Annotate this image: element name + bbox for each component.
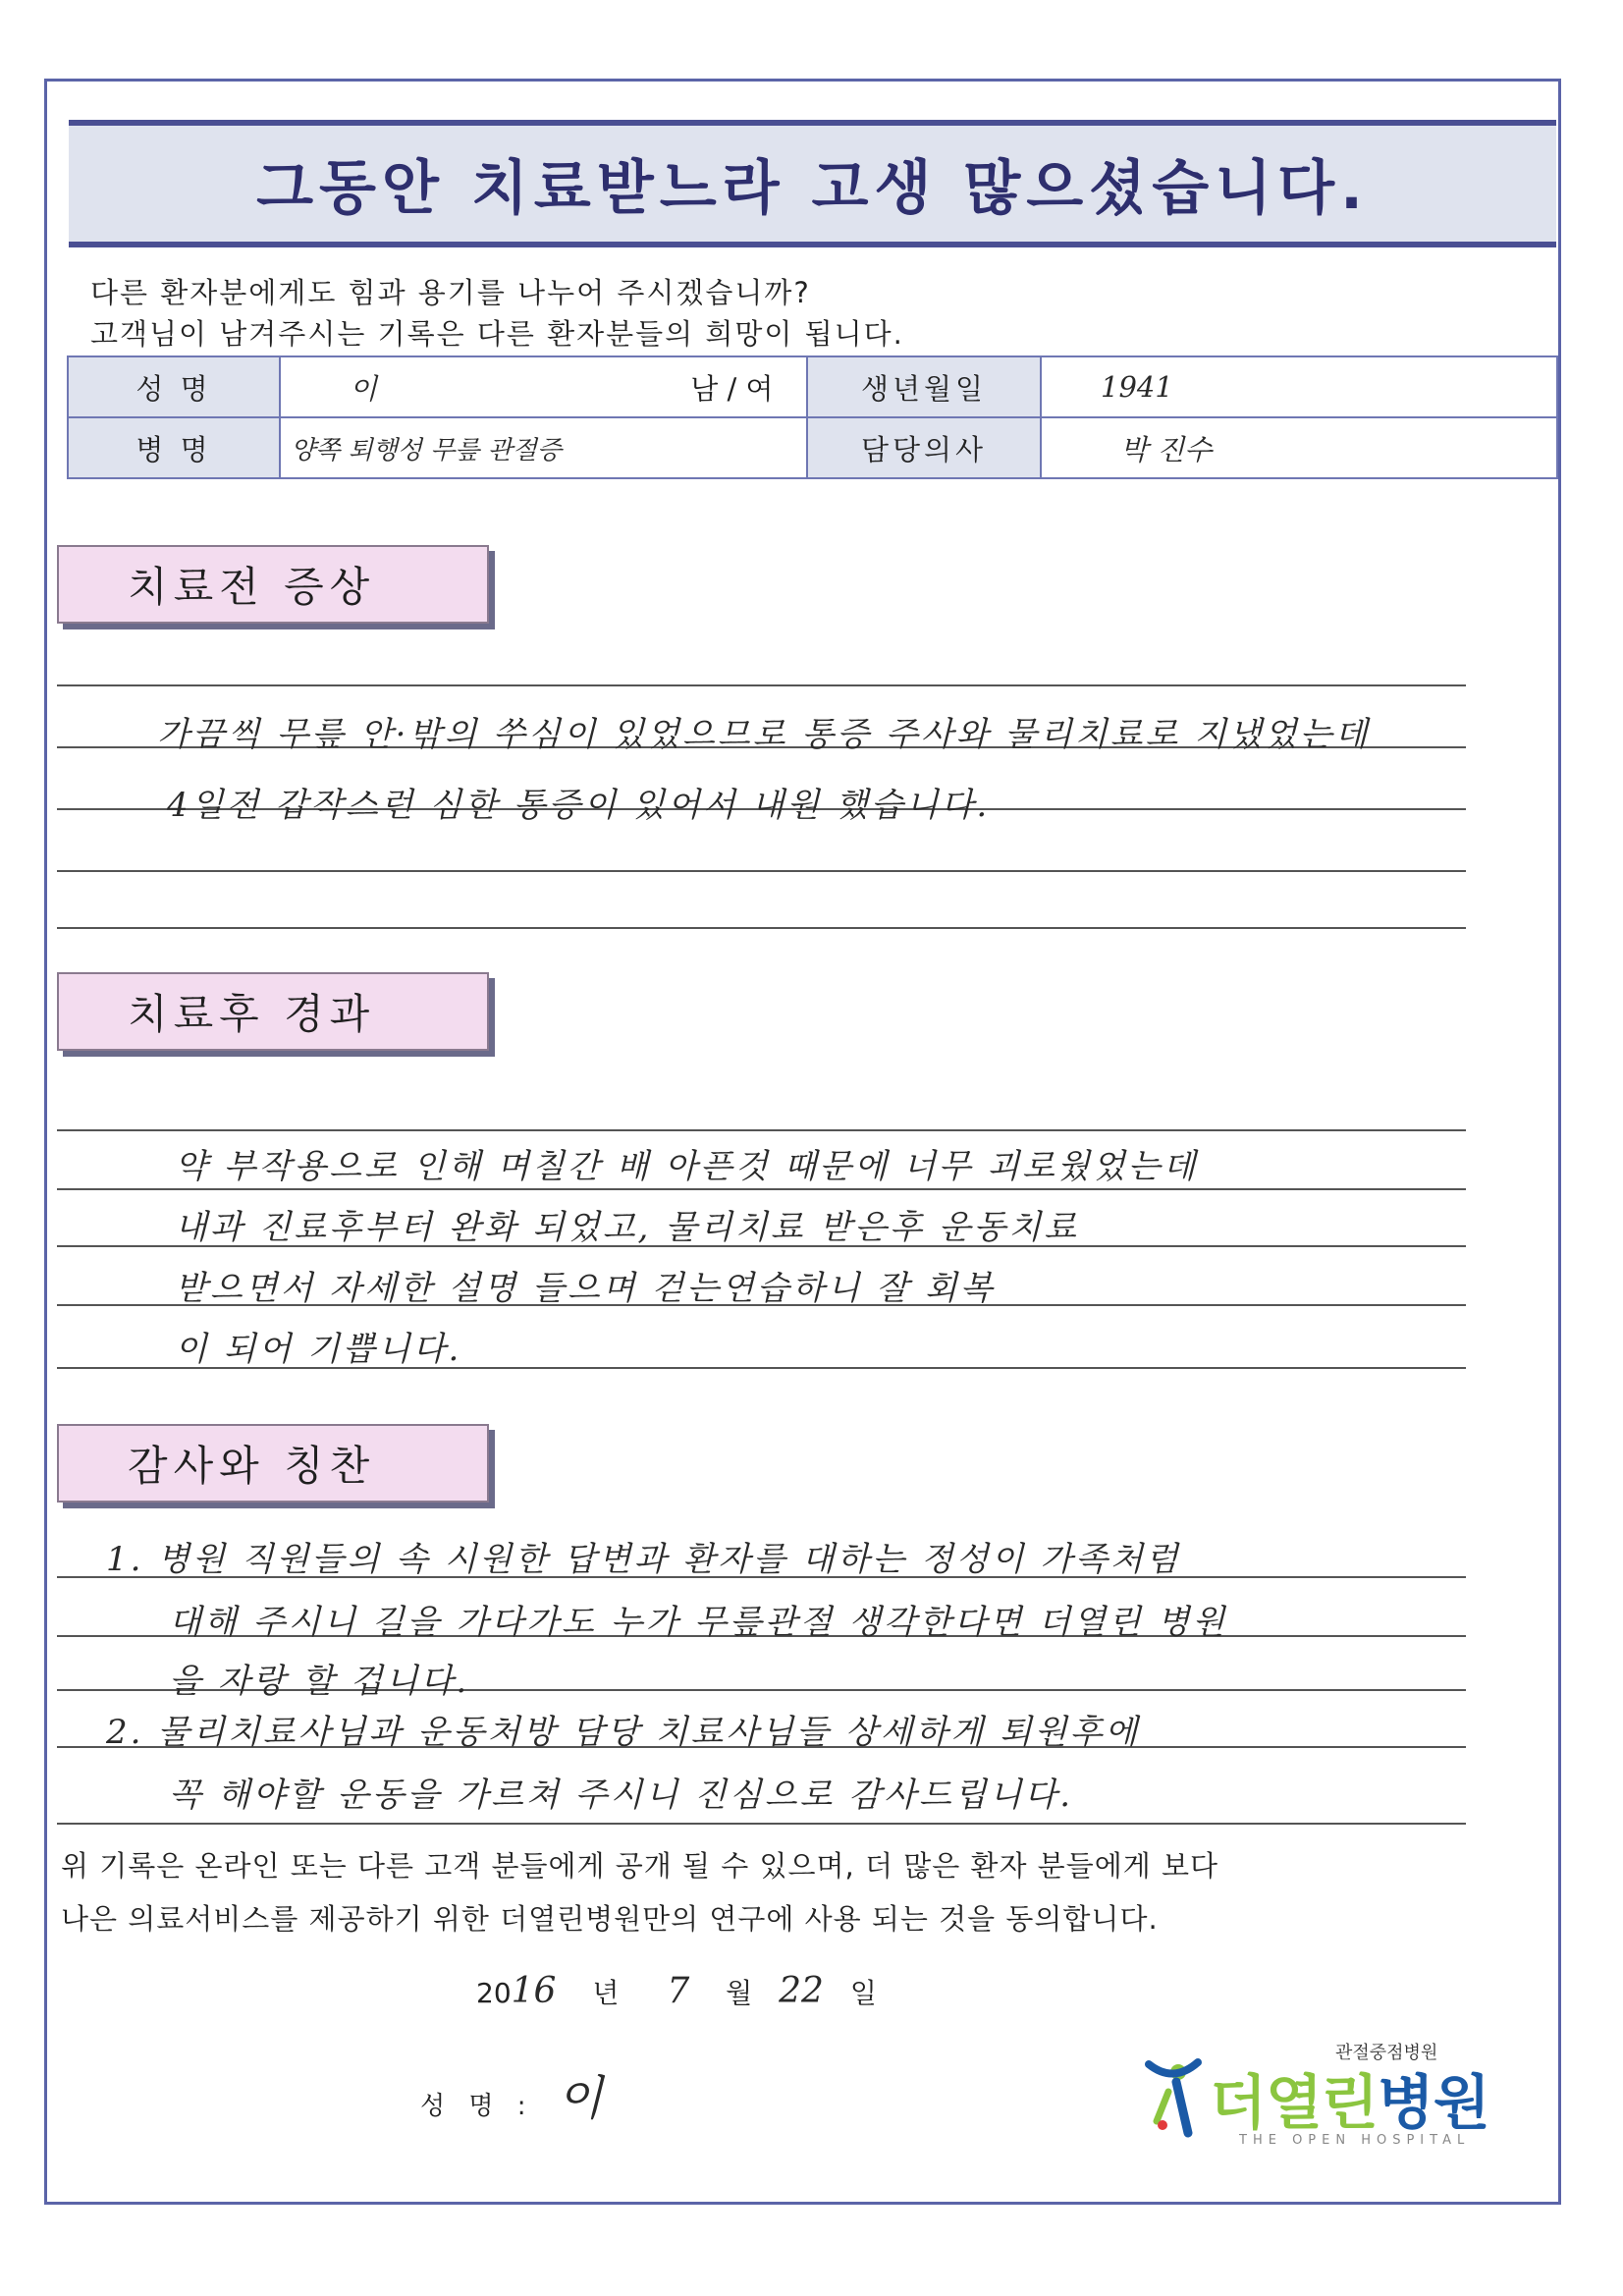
intro-line-1: 다른 환자분에게도 힘과 용기를 나누어 주시겠습니까?	[90, 276, 811, 309]
patient-info-table	[67, 355, 1558, 479]
logo-name-part1: 더열린	[1210, 2069, 1378, 2138]
writing-line	[57, 1188, 1466, 1190]
doctor-label: 담당의사	[807, 417, 1041, 478]
handwritten-line: 을 자랑 할 겁니다.	[169, 1662, 470, 1701]
section-heading-thanks: 감사와 칭찬	[57, 1424, 489, 1503]
date-month-unit: 월	[726, 1977, 753, 2009]
date-row	[476, 1971, 877, 2011]
consent-line-2: 나은 의료서비스를 제공하기 위한 더열린병원만의 연구에 사용 되는 것을 동의합니다.	[61, 1902, 1159, 1936]
title-banner	[69, 120, 1556, 247]
disease-label: 병 명	[68, 417, 280, 478]
section-heading-after: 치료후 경과	[57, 972, 489, 1051]
logo-name	[1210, 2056, 1489, 2141]
signature-row	[420, 2060, 603, 2128]
logo-subtitle: 관절중점병원	[1335, 2043, 1438, 2063]
name-label: 성 명	[68, 356, 280, 417]
handwritten-line: 이 되어 기쁩니다.	[175, 1330, 462, 1369]
signature-label: 성 명 :	[420, 2092, 534, 2121]
consent-line-1: 위 기록은 온라인 또는 다른 고객 분들에게 공개 될 수 있으며, 더 많은 환자 분들에게 보다	[61, 1849, 1218, 1883]
birth-value: 1941	[1101, 370, 1173, 404]
writing-line	[57, 870, 1466, 872]
page-title: 그동안 치료받느라 고생 많으셨습니다.	[256, 154, 1369, 223]
date-day-hand: 22	[779, 1971, 824, 2011]
section-heading-before: 치료전 증상	[57, 545, 489, 624]
handwritten-line: 2. 물리치료사님과 운동처방 담당 치료사님들 상세하게 퇴원후에	[106, 1713, 1141, 1752]
handwritten-line: 내과 진료후부터 완화 되었고, 물리치료 받은후 운동치료	[175, 1208, 1080, 1247]
logo-english: THE OPEN HOSPITAL	[1239, 2133, 1471, 2148]
handwritten-line: 가끔씩 무릎 안·밖의 쑤심이 있었으므로 통증 주사와 물리치료로 지냈었는데	[157, 715, 1371, 754]
date-day-unit: 일	[849, 1977, 877, 2009]
handwritten-line: 대해 주시니 길을 가다가도 누가 무릎관절 생각한다면 더열린 병원	[169, 1603, 1228, 1642]
writing-line	[57, 684, 1466, 686]
handwritten-line: 약 부작용으로 인해 며칠간 배 아픈것 때문에 너무 괴로웠었는데	[175, 1147, 1199, 1186]
gender-value: 남 / 여	[690, 371, 774, 406]
name-cell	[280, 356, 807, 417]
doctor-cell	[1041, 417, 1557, 478]
intro-line-2: 고객님이 남겨주시는 기록은 다른 환자분들의 희망이 됩니다.	[90, 317, 904, 351]
birth-label: 생년월일	[807, 356, 1041, 417]
birth-cell	[1041, 356, 1557, 417]
doctor-value: 박 진수	[1120, 432, 1213, 466]
handwritten-line: 4일전 갑작스런 심한 통증이 있어서 내원 했습니다.	[167, 786, 991, 825]
handwritten-line: 받으면서 자세한 설명 들으며 걷는연습하니 잘 회복	[175, 1269, 996, 1308]
date-year-unit: 년	[592, 1977, 620, 2009]
handwritten-line: 꼭 해야할 운동을 가르쳐 주시니 진심으로 감사드립니다.	[169, 1776, 1074, 1815]
disease-cell	[280, 417, 807, 478]
name-value: 이	[350, 371, 378, 406]
date-year-prefix: 20	[476, 1977, 512, 2009]
writing-line	[57, 1823, 1466, 1825]
disease-value: 양쪽 퇴행성 무릎 관절증	[291, 435, 562, 465]
date-month-hand: 7	[667, 1971, 690, 2011]
logo-name-part2: 병원	[1377, 2069, 1489, 2138]
handwritten-line: 1. 병원 직원들의 속 시원한 답변과 환자를 대하는 정성이 가족처럼	[106, 1540, 1181, 1579]
writing-line	[57, 927, 1466, 929]
signature-value: 이	[557, 2071, 603, 2126]
writing-line	[57, 1129, 1466, 1131]
date-year-hand: 16	[511, 1971, 557, 2011]
